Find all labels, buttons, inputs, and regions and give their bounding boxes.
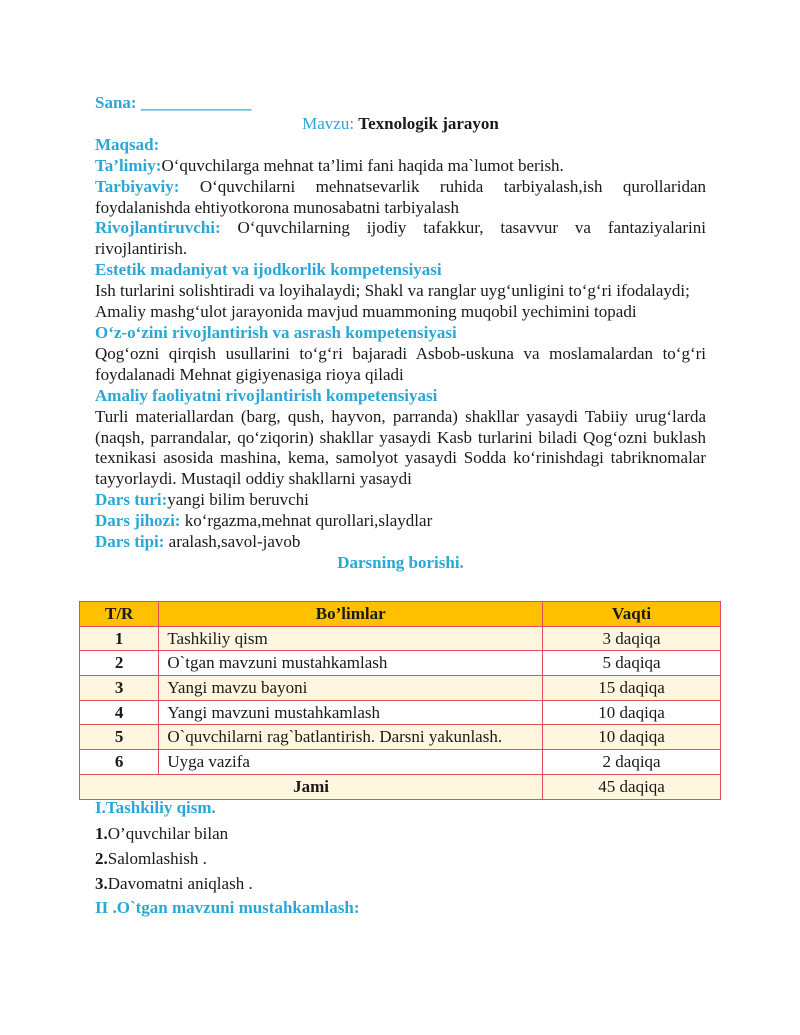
lesson-plan-body bbox=[95, 93, 706, 574]
header-number: T/R bbox=[80, 602, 159, 627]
table-row bbox=[80, 651, 721, 676]
row-number: 2 bbox=[80, 651, 159, 676]
section-review-heading: II .O`tgan mavzuni mustahkamlash: bbox=[95, 898, 360, 918]
lesson-type-text: yangi bilim beruvchi bbox=[167, 490, 309, 510]
competence-self-text: Qog‘ozni qirqish usullarini to‘g‘ri bajaradi Asbob-uskuna va moslamalardan to‘g‘ri foydalanadi Mehnat gigiyenasiga rioya qiladi bbox=[95, 343, 706, 384]
lesson-flow-table bbox=[79, 601, 721, 800]
list-item-text: O’quvchilar bilan bbox=[107, 823, 229, 843]
table-header-row bbox=[80, 602, 721, 627]
row-number: 3 bbox=[80, 676, 159, 701]
educational-label: Ta’limiy: bbox=[95, 155, 162, 175]
list-item-number: 3. bbox=[95, 873, 108, 893]
topic-title: Texnologik jarayon bbox=[358, 113, 499, 133]
table-row bbox=[80, 725, 721, 750]
lesson-type-label: Dars turi: bbox=[95, 490, 168, 510]
table-row bbox=[80, 626, 721, 651]
table-total-row bbox=[80, 774, 721, 799]
row-time: 2 daqiqa bbox=[543, 750, 721, 775]
list-item-text: Salomlashish . bbox=[107, 848, 207, 868]
table-row bbox=[80, 700, 721, 725]
lesson-type-line bbox=[95, 490, 706, 511]
lesson-kind-label: Dars tipi: bbox=[95, 532, 165, 552]
lesson-kind-line bbox=[95, 532, 706, 553]
row-section: O`tgan mavzuni mustahkamlash bbox=[159, 651, 543, 676]
row-number: 4 bbox=[80, 700, 159, 725]
competence-practical-heading: Amaliy faoliyatni rivojlantirish kompetensiyasi bbox=[95, 385, 438, 405]
row-time: 15 daqiqa bbox=[543, 676, 721, 701]
upbringing-text: O‘quvchilarni mehnatsevarlik ruhida tarbiyalash,ish qurollaridan foydalanishda ehtiyotkorona munosabatni tarbiyalash bbox=[95, 176, 706, 217]
competence-practical-text: Turli materiallardan (barg, qush, hayvon, parranda) shakllar yasaydi Tabiiy urug‘larda (naqsh, parrandalar, qo‘ziqorin) shakllar yasaydi Kasb turlarini biladi Qog‘ozni buklash texnikasi asosida mashina, kema, samolyot yasaydi Sodda ko‘rinishdagi tabriknomalar tayyorlaydi. Mustaqil oddiy shakllarni yasaydi bbox=[95, 406, 706, 489]
goal-heading: Maqsad: bbox=[95, 134, 160, 154]
header-time: Vaqti bbox=[543, 602, 721, 627]
topic-line bbox=[95, 114, 706, 135]
row-section: Yangi mavzuni mustahkamlash bbox=[159, 700, 543, 725]
list-item bbox=[95, 847, 706, 872]
competence-aesthetic-heading: Estetik madaniyat va ijodkorlik kompetensiyasi bbox=[95, 260, 442, 280]
competence-aesthetic-text-2: Amaliy mashg‘ulot jarayonida mavjud muammoning muqobil yechimini topadi bbox=[95, 302, 637, 322]
upbringing-label: Tarbiyaviy: bbox=[95, 176, 180, 196]
row-section: Uyga vazifa bbox=[159, 750, 543, 775]
table-row bbox=[80, 676, 721, 701]
date-label: Sana: bbox=[95, 93, 137, 112]
total-label: Jami bbox=[80, 774, 543, 799]
row-section: Yangi mavzu bayoni bbox=[159, 676, 543, 701]
lesson-equipment-text: ko‘rgazma,mehnat qurollari,slaydlar bbox=[180, 511, 433, 531]
row-time: 10 daqiqa bbox=[543, 725, 721, 750]
list-item-text: Davomatni aniqlash . bbox=[107, 873, 253, 893]
lesson-equipment-line bbox=[95, 511, 706, 532]
competence-self-heading: O‘z-o‘zini rivojlantirish va asrash kompetensiyasi bbox=[95, 322, 457, 342]
upbringing-goal bbox=[95, 177, 706, 219]
row-time: 5 daqiqa bbox=[543, 651, 721, 676]
date-blank: _____________ bbox=[136, 93, 252, 112]
lesson-flow-title: Darsning borishi. bbox=[337, 552, 464, 572]
total-value: 45 daqiqa bbox=[543, 774, 721, 799]
list-item bbox=[95, 822, 706, 847]
row-number: 5 bbox=[80, 725, 159, 750]
row-section: O`quvchilarni rag`batlantirish. Darsni yakunlash. bbox=[159, 725, 543, 750]
lesson-kind-text: aralash,savol-javob bbox=[164, 532, 301, 552]
list-item-number: 2. bbox=[95, 848, 108, 868]
row-section: Tashkiliy qism bbox=[159, 626, 543, 651]
date-line bbox=[95, 93, 706, 114]
developmental-label: Rivojlantiruvchi: bbox=[95, 218, 221, 238]
row-time: 10 daqiqa bbox=[543, 700, 721, 725]
row-number: 6 bbox=[80, 750, 159, 775]
header-sections: Bo’limlar bbox=[159, 602, 543, 627]
educational-goal bbox=[95, 156, 706, 177]
lesson-sections bbox=[95, 798, 706, 921]
section-organizational-heading: I.Tashkiliy qism. bbox=[95, 798, 216, 817]
topic-label: Mavzu: bbox=[302, 113, 355, 133]
row-number: 1 bbox=[80, 626, 159, 651]
competence-aesthetic-text-1: Ish turlarini solishtiradi va loyihalaydi; Shakl va ranglar uyg‘unligini to‘g‘ri ifodalaydi; bbox=[95, 281, 690, 301]
list-item bbox=[95, 872, 706, 897]
lesson-equipment-label: Dars jihozi: bbox=[95, 511, 181, 531]
list-item-number: 1. bbox=[95, 823, 108, 843]
educational-text: O‘quvchilarga mehnat ta’limi fani haqida ma`lumot berish. bbox=[161, 155, 564, 175]
table-row bbox=[80, 750, 721, 775]
developmental-goal bbox=[95, 218, 706, 260]
developmental-text: O‘quvchilarning ijodiy tafakkur, tasavvur va fantaziyalarini rivojlantirish. bbox=[95, 218, 706, 259]
row-time: 3 daqiqa bbox=[543, 626, 721, 651]
